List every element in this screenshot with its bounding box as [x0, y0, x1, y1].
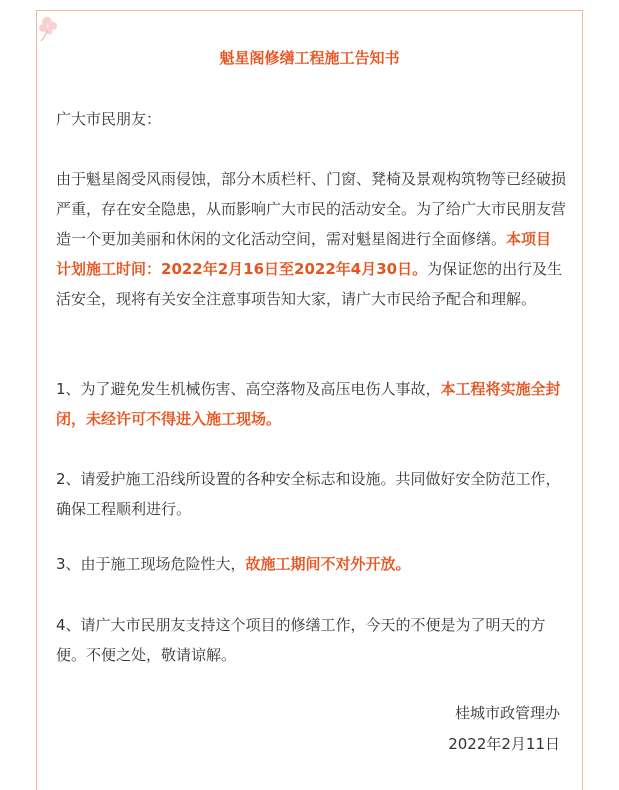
intro-text-2: 为保证您的出行及生活安全，现将有关安全注意事项告知大家，请广大市民给予配合和理解。 — [56, 260, 563, 308]
item-3-text: 3、由于施工现场危险性大， — [56, 555, 246, 573]
notice-item-4 — [56, 610, 566, 670]
notice-item-3 — [56, 549, 566, 579]
notice-item-2 — [56, 464, 566, 524]
intro-paragraph — [56, 164, 566, 314]
flower-decoration-icon — [33, 11, 67, 45]
item-3-highlight: 故施工期间不对外开放。 — [245, 555, 411, 573]
item-2-text: 2、请爱护施工沿线所设置的各种安全标志和设施。共同做好安全防范工作，确保工程顺利进行。 — [56, 470, 561, 518]
notice-date: 2022年2月11日 — [448, 735, 560, 753]
construction-period: 本项目计划施工时间：2022年2月16日至2022年4月30日。 — [56, 230, 552, 278]
item-4-text: 4、请广大市民朋友支持这个项目的修缮工作，今天的不便是为了明天的方便。不便之处，敬请谅解。 — [56, 616, 546, 664]
item-1-text: 1、为了避免发生机械伤害、高空落物及高压电伤人事故， — [56, 380, 441, 398]
greeting: 广大市民朋友： — [56, 110, 162, 128]
intro-text: 由于魁星阁受风雨侵蚀，部分木质栏杆、门窗、凳椅及景观构筑物等已经破损严重，存在安全隐患，从而影响广大市民的活动安全。为了给广大市民朋友营造一个更加美丽和休闲的文化活动空间，需对魁星阁进行全面修缮。 — [56, 170, 567, 248]
item-1-highlight: 本工程将实施全封闭，未经许可不得进入施工现场。 — [56, 380, 561, 428]
signature: 桂城市政管理办 — [454, 704, 560, 722]
notice-item-1 — [56, 374, 566, 434]
page-title: 魁星阁修缮工程施工告知书 — [219, 49, 400, 67]
